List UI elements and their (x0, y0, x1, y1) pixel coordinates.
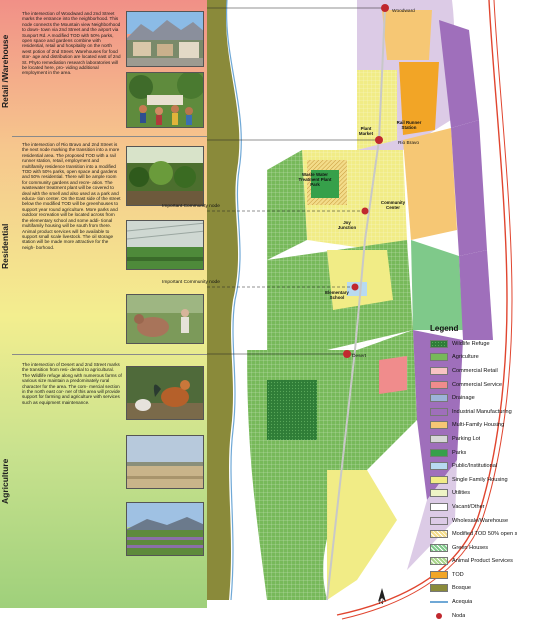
photo-mountain-street (126, 11, 204, 67)
legend-item (430, 514, 534, 528)
legend-swatch (430, 517, 448, 525)
legend-swatch (436, 613, 442, 619)
section-divider (12, 136, 207, 137)
node1-description: The intersection of Woodward and 2nd Street marks the entrance into the neighborhood. This node connects the Mountain view Neighborhood to down- town via 2nd Street and the airport via Sunport Rd. A modified TOD with 50% parks, open space and gardens combine with residential, retail and hospitality on the north west potion of 2nd Street. Warehouses for food stor- age and distribution are located east of 2nd St. Phyto remediation research laboratories will be located here, pro- viding additional employment in the area. (22, 11, 121, 76)
legend-item (430, 432, 534, 446)
legend-swatch (430, 421, 448, 429)
legend-swatch (430, 340, 448, 348)
legend-swatch (430, 462, 448, 470)
legend-label: Single Family Housing (452, 476, 508, 483)
section-label-residential: Residential (0, 223, 10, 269)
label-joy-junction: Joy Junction (337, 220, 357, 230)
legend-item (430, 446, 534, 460)
legend-swatch (430, 394, 448, 402)
legend-label: Wildlife Refuge (452, 340, 490, 347)
legend-swatch (430, 503, 448, 511)
label-rail-runner: Rail Runner Station (396, 120, 422, 130)
legend-swatch (430, 544, 448, 552)
residential-far-south (327, 470, 397, 600)
label-elementary-school: Elementary School (325, 290, 349, 300)
legend-swatch (430, 601, 448, 603)
legend-item (430, 568, 534, 582)
label-waste-water: Waste Water Treatment Plant Park (298, 172, 332, 187)
legend-label: Wholesale/Warehouse (452, 517, 509, 524)
node3-description: The intersection of Desert and 2nd Street marks the transition from resi- dential to agricultural. The Wildlife refuge along with numerous farms of various size maintain a predominately rural character for the area. The com- mercial section in the north east cor- ner of this area will provide support for farming and agriculture with services such as equipment maintenance. (22, 362, 122, 405)
node-rio-bravo[interactable] (375, 136, 383, 144)
legend-label: Vacant/Other (452, 503, 485, 510)
legend-swatch (430, 557, 448, 565)
label-community-center: Community Center (380, 200, 406, 210)
legend-item (430, 364, 534, 378)
legend-label: Animal Product Services (452, 558, 513, 565)
legend-item (430, 391, 534, 405)
legend-label: Parking Lot (452, 435, 481, 442)
node-important-1[interactable] (362, 208, 369, 215)
commercial-service-zone (379, 356, 407, 394)
industrial-zone-central (451, 120, 487, 256)
label-rio-bravo: Rio Bravo (398, 141, 420, 146)
section-label-retail: Retail /Warehouse (0, 34, 10, 108)
label-important-node-2: Important Community node (162, 280, 220, 285)
legend (430, 324, 534, 622)
legend-item (430, 459, 534, 473)
legend-swatch (430, 353, 448, 361)
legend-label: Industrial Manufacturing (452, 408, 512, 415)
legend-label: Noda (452, 612, 466, 619)
photo-market-gathering (126, 72, 204, 128)
section-divider (12, 354, 207, 355)
legend-item (430, 419, 534, 433)
legend-item (430, 527, 534, 541)
multifamily-block (382, 10, 432, 60)
legend-swatch (430, 435, 448, 443)
legend-label: Commercial Retail (452, 367, 498, 374)
legend-label: Bosque (452, 585, 471, 592)
legend-label: Commercial Service (452, 381, 503, 388)
green-houses (411, 240, 463, 330)
legend-item (430, 378, 534, 392)
legend-label: Parks (452, 449, 467, 456)
legend-label: Agriculture (452, 354, 479, 361)
label-desert: Desert (352, 354, 367, 359)
node-important-2[interactable] (352, 284, 359, 291)
legend-swatch (430, 381, 448, 389)
node-desert[interactable] (343, 350, 351, 358)
legend-label: Utilities (452, 490, 471, 497)
legend-swatch (430, 408, 448, 416)
photo-farmland (126, 435, 204, 489)
legend-item (430, 555, 534, 569)
legend-item (430, 500, 534, 514)
legend-item (430, 582, 534, 596)
legend-item (430, 609, 534, 623)
legend-swatch (430, 584, 448, 592)
label-north: N (379, 600, 384, 606)
photo-greenhouse-interior (126, 220, 204, 270)
legend-item (430, 595, 534, 609)
legend-swatch (430, 489, 448, 497)
legend-item (430, 473, 534, 487)
section-label-agriculture: Agriculture (0, 458, 10, 504)
legend-item (430, 487, 534, 501)
node2-description: The intersection of Rio Bravo and 2nd Street is the next node marking the transition into a more residential area. The proposed TOD with a rail runner station, retail, employment and multifamily residence transition into a modified TOD with 50% parks, open space and gardens and 50% residential. There will be ample room for community gardens and recre- ation. The wastewater treatment plant will be covered to deal with the smell and also used as a park and educa- tion center. On the East side of the street below the modified TOD will be greenhouses to support year round agriculture. More parks and outdoor recreation will be located across from the elementary school and some addi- tional multifamily housing will be south from there. Animal product services will be available to support small scale livestock. The oil storage station will be made more attractive for the neigh- borhood. (22, 142, 121, 250)
photo-fields-mountains (126, 502, 204, 556)
photo-livestock (126, 294, 204, 344)
legend-label: Acequia (452, 599, 473, 606)
legend-label: Modified TOD 50% open s (452, 531, 518, 538)
legend-swatch (430, 367, 448, 375)
label-plant-market: Plant Market (358, 126, 374, 136)
photo-rooster (126, 366, 204, 420)
photo-greenhouse-plants (126, 146, 204, 206)
legend-label: TOD (452, 571, 464, 578)
legend-item (430, 337, 534, 351)
legend-swatch (430, 530, 448, 538)
label-woodward: Woodward (392, 9, 415, 14)
legend-label: Green Houses (452, 544, 489, 551)
legend-swatch (430, 449, 448, 457)
legend-item (430, 541, 534, 555)
legend-title: Legend (430, 324, 459, 333)
legend-swatch (430, 476, 448, 484)
legend-label: Multi-Family Housing (452, 422, 505, 429)
legend-swatch (430, 571, 448, 579)
label-important-node-1: Important Community node (162, 204, 220, 209)
legend-item (430, 405, 534, 419)
legend-label: Public/Institutional (452, 463, 498, 470)
wildlife-refuge (267, 380, 317, 440)
legend-label: Drainage (452, 395, 475, 402)
node-woodward[interactable] (381, 4, 389, 12)
legend-item (430, 351, 534, 365)
